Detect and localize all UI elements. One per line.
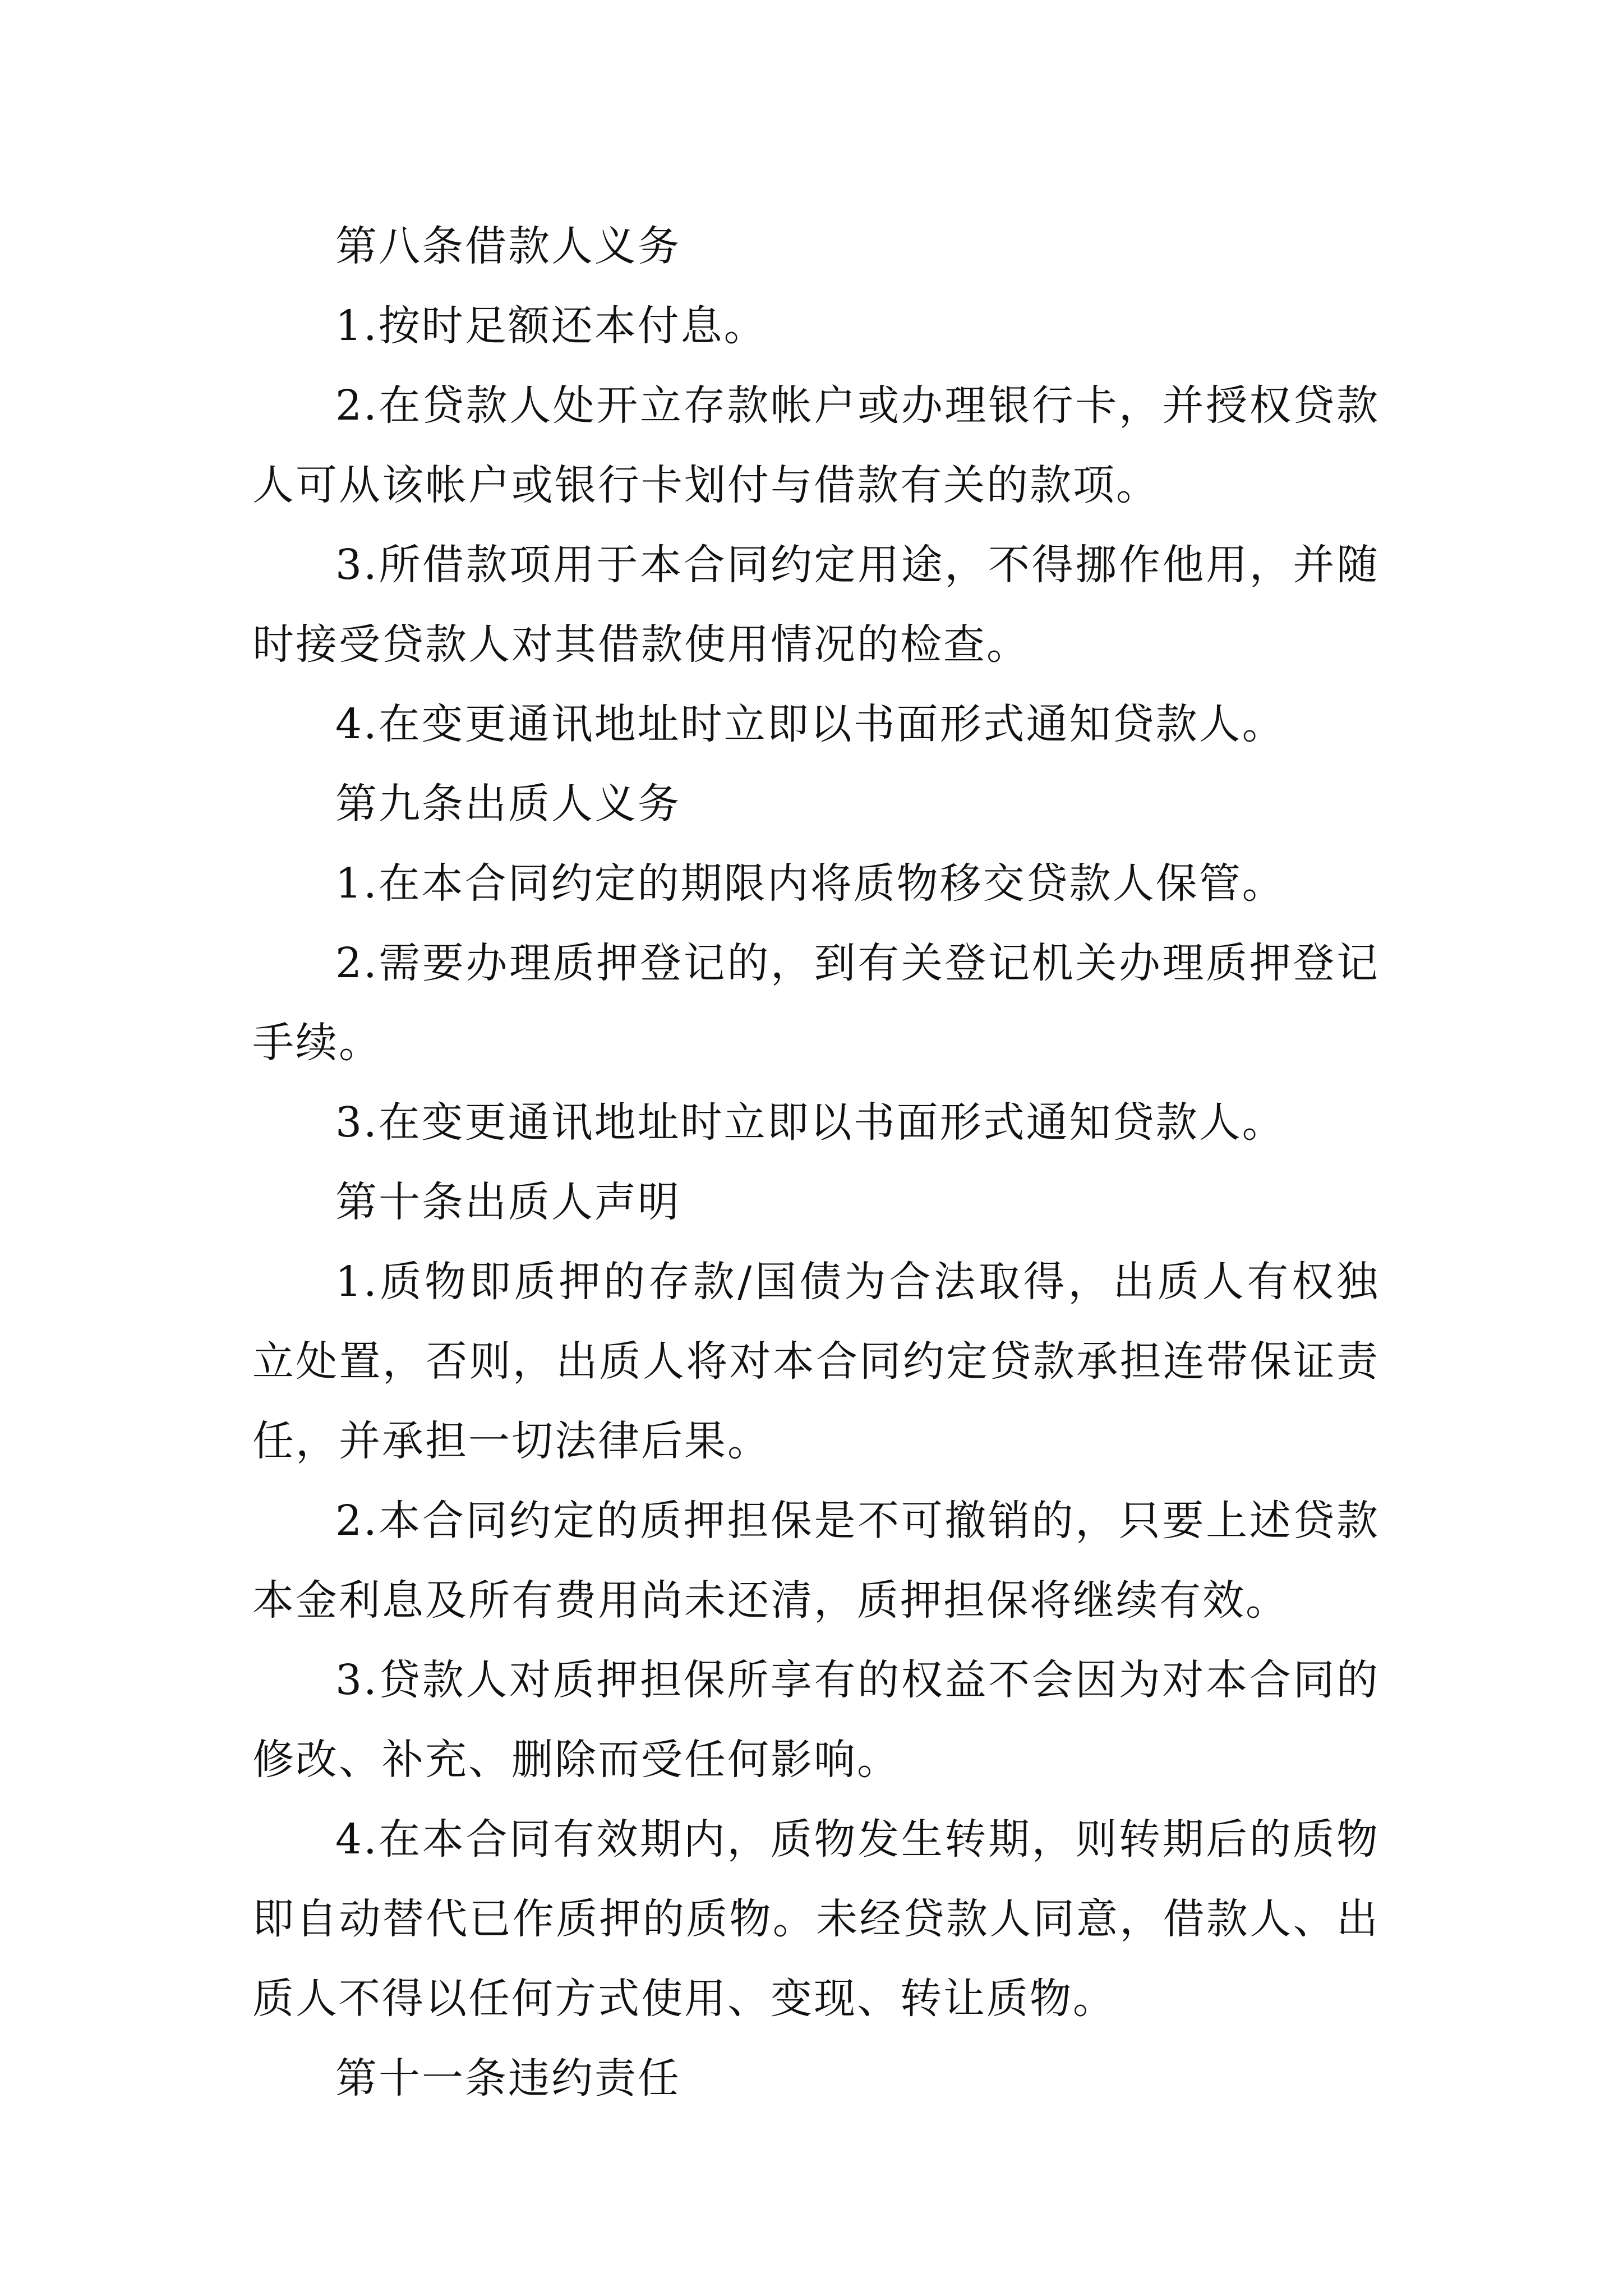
article-8-item-2: 2.在贷款人处开立存款帐户或办理银行卡，并授权贷款人可从该帐户或银行卡划付与借款有关的款项。 (252, 381, 1380, 509)
article-10-item-4: 4.在本合同有效期内，质物发生转期，则转期后的质物即自动替代已作质押的质物。未经贷款人同意，借款人、出质人不得以任何方式使用、变现、转让质物。 (252, 1815, 1380, 2023)
article-9-item-2: 2.需要办理质押登记的，到有关登记机关办理质押登记手续。 (252, 939, 1380, 1067)
article-11-heading: 第十一条违约责任 (335, 2054, 681, 2102)
article-10-heading: 第十条出质人声明 (335, 1178, 681, 1226)
article-9-item-1: 1.在本合同约定的期限内将质物移交贷款人保管。 (335, 859, 1285, 908)
article-8-item-4: 4.在变更通讯地址时立即以书面形式通知贷款人。 (335, 700, 1285, 748)
article-8-item-1: 1.按时足额还本付息。 (335, 302, 767, 350)
document-body (252, 206, 1380, 2118)
article-9-item-3: 3.在变更通讯地址时立即以书面形式通知贷款人。 (335, 1098, 1285, 1147)
article-8-heading: 第八条借款人义务 (335, 222, 681, 270)
article-10-item-3: 3.贷款人对质押担保所享有的权益不会因为对本合同的修改、补充、删除而受任何影响。 (252, 1656, 1380, 1784)
article-10-item-2: 2.本合同约定的质押担保是不可撤销的，只要上述贷款本金利息及所有费用尚未还清，质押担保将继续有效。 (252, 1497, 1380, 1625)
article-8-item-3: 3.所借款项用于本合同约定用途，不得挪作他用，并随时接受贷款人对其借款使用情况的检查。 (252, 541, 1380, 669)
article-9-heading: 第九条出质人义务 (335, 780, 681, 828)
article-10-item-1: 1.质物即质押的存款/国债为合法取得，出质人有权独立处置，否则，出质人将对本合同约定贷款承担连带保证责任，并承担一切法律后果。 (252, 1258, 1380, 1465)
